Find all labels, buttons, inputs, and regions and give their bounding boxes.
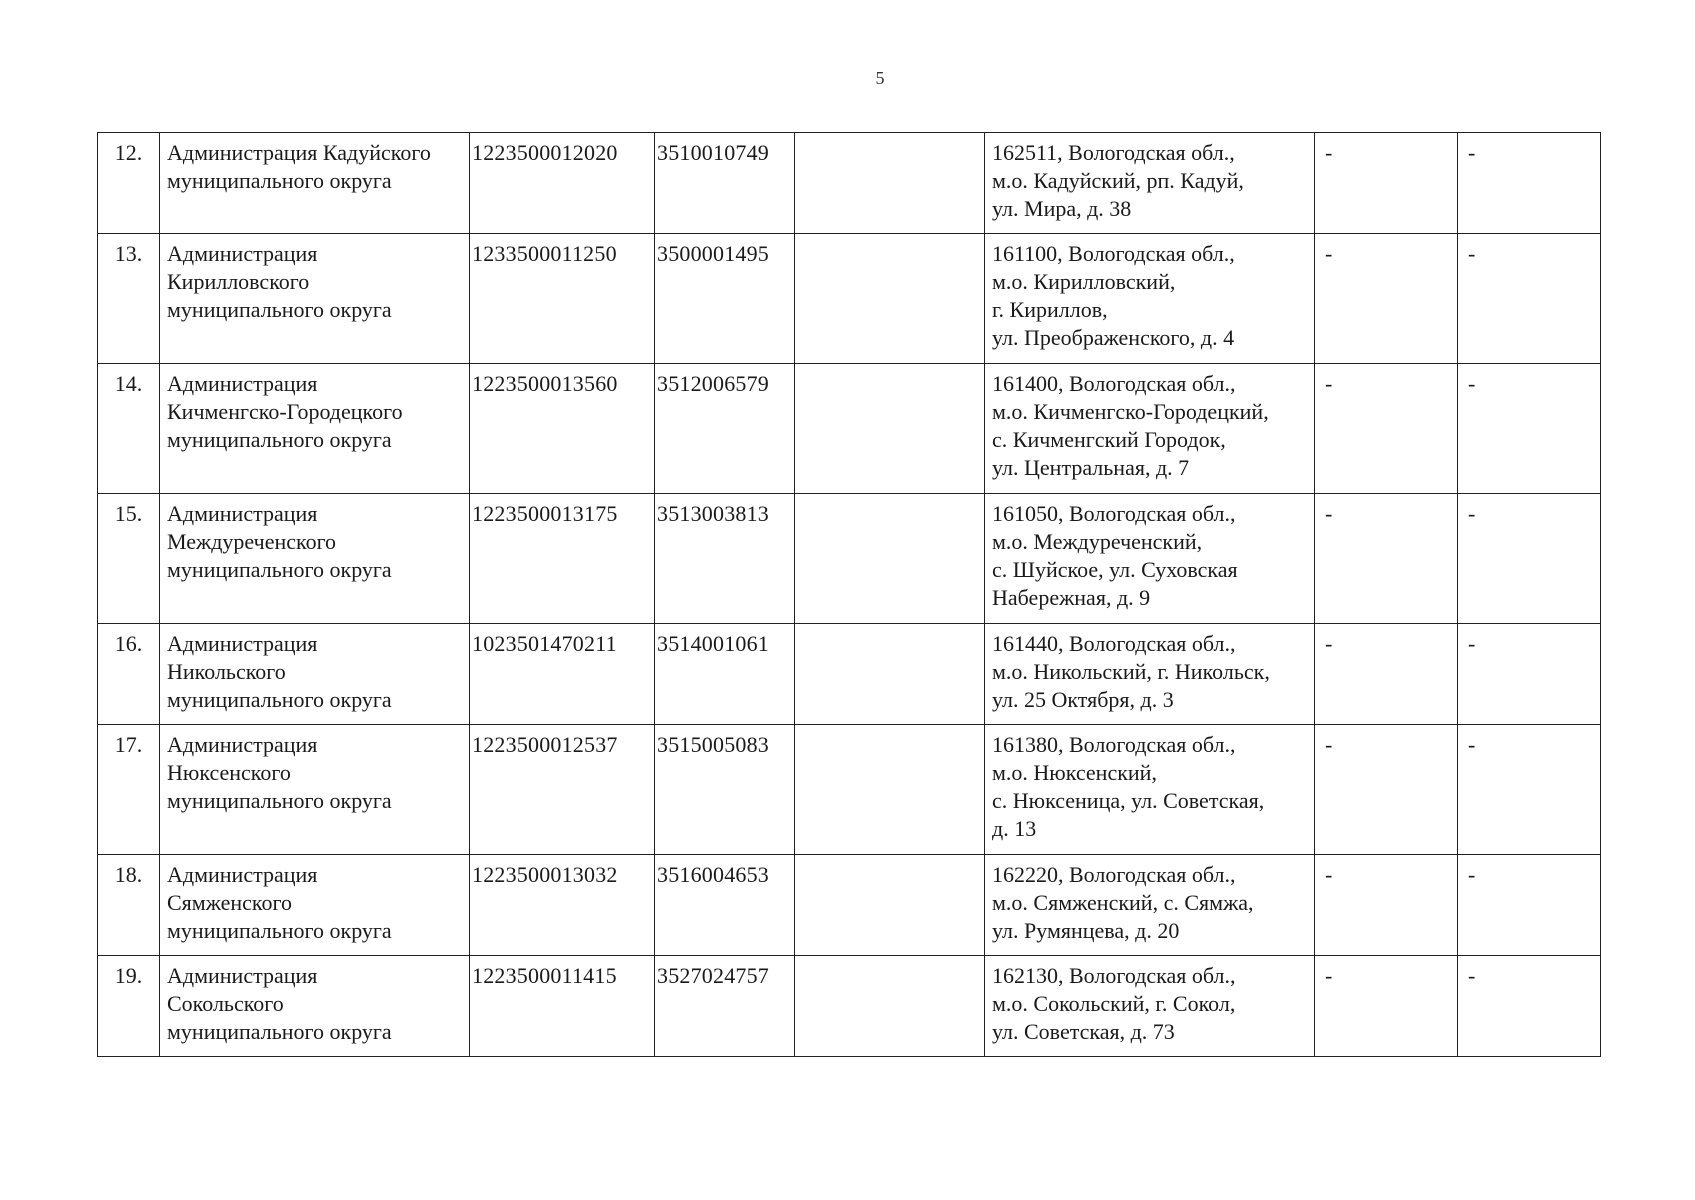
address-cell-line: 162511, Вологодская обл., xyxy=(992,140,1235,165)
table-row xyxy=(98,364,1601,494)
dash-cell: - xyxy=(1315,234,1458,364)
table-row xyxy=(98,725,1601,855)
address-cell-line: ул. Центральная, д. 7 xyxy=(992,455,1190,480)
dash-cell: - xyxy=(1315,956,1458,1057)
address-cell-line: с. Кичменгский Городок, xyxy=(992,427,1226,452)
address-cell-line: ул. Советская, д. 73 xyxy=(992,1019,1175,1044)
organization-name-line: Администрация xyxy=(167,732,318,757)
address-cell xyxy=(985,364,1315,494)
organization-name-line: Междуреченского xyxy=(167,529,337,554)
dash-cell: - xyxy=(1315,133,1458,234)
address-cell xyxy=(985,494,1315,624)
organization-name-line: Администрация xyxy=(167,241,318,266)
inn-cell: 3513003813 xyxy=(655,494,795,624)
address-cell-line: 161050, Вологодская обл., xyxy=(992,501,1236,526)
dash-cell: - xyxy=(1458,494,1601,624)
organization-name-line: муниципального округа xyxy=(167,1019,392,1044)
ogrn-cell: 1223500011415 xyxy=(470,956,655,1057)
organization-name-line: Администрация xyxy=(167,501,318,526)
organization-name xyxy=(160,855,470,956)
empty-cell xyxy=(795,956,985,1057)
organization-name-line: Сокольского xyxy=(167,991,284,1016)
inn-cell: 3500001495 xyxy=(655,234,795,364)
organization-name xyxy=(160,234,470,364)
row-number: 15. xyxy=(98,494,160,624)
table-row xyxy=(98,133,1601,234)
address-cell-line: д. 13 xyxy=(992,816,1037,841)
dash-cell: - xyxy=(1315,494,1458,624)
dash-cell: - xyxy=(1315,624,1458,725)
empty-cell xyxy=(795,234,985,364)
organization-name-line: Кирилловского xyxy=(167,269,310,294)
address-cell-line: 162220, Вологодская обл., xyxy=(992,862,1236,887)
organization-name-line: Кичменгско-Городецкого xyxy=(167,399,403,424)
organization-name-line: муниципального округа xyxy=(167,297,392,322)
dash-cell: - xyxy=(1315,364,1458,494)
address-cell-line: ул. Преображенского, д. 4 xyxy=(992,325,1235,350)
address-cell xyxy=(985,855,1315,956)
address-cell-line: Набережная, д. 9 xyxy=(992,585,1151,610)
address-cell xyxy=(985,133,1315,234)
address-cell-line: м.о. Никольский, г. Никольск, xyxy=(992,659,1270,684)
dash-cell: - xyxy=(1315,855,1458,956)
organization-name xyxy=(160,956,470,1057)
address-cell xyxy=(985,624,1315,725)
address-cell-line: с. Нюксеница, ул. Советская, xyxy=(992,788,1265,813)
address-cell xyxy=(985,234,1315,364)
ogrn-cell: 1223500012020 xyxy=(470,133,655,234)
address-cell xyxy=(985,956,1315,1057)
dash-cell: - xyxy=(1315,725,1458,855)
address-cell-line: м.о. Кичменгско-Городецкий, xyxy=(992,399,1269,424)
address-cell-line: м.о. Кадуйский, рп. Кадуй, xyxy=(992,168,1244,193)
organization-name-line: Сямженского xyxy=(167,890,292,915)
inn-cell: 3510010749 xyxy=(655,133,795,234)
address-cell-line: 161380, Вологодская обл., xyxy=(992,732,1236,757)
row-number: 12. xyxy=(98,133,160,234)
empty-cell xyxy=(795,364,985,494)
row-number: 16. xyxy=(98,624,160,725)
ogrn-cell: 1233500011250 xyxy=(470,234,655,364)
organization-name-line: Администрация xyxy=(167,963,318,988)
inn-cell: 3515005083 xyxy=(655,725,795,855)
table-row xyxy=(98,234,1601,364)
row-number: 19. xyxy=(98,956,160,1057)
ogrn-cell: 1223500013032 xyxy=(470,855,655,956)
address-cell xyxy=(985,725,1315,855)
table-body xyxy=(98,133,1601,1057)
empty-cell xyxy=(795,494,985,624)
inn-cell: 3514001061 xyxy=(655,624,795,725)
organization-name xyxy=(160,725,470,855)
row-number: 18. xyxy=(98,855,160,956)
dash-cell: - xyxy=(1458,133,1601,234)
table-row xyxy=(98,956,1601,1057)
ogrn-cell: 1023501470211 xyxy=(470,624,655,725)
table-row xyxy=(98,624,1601,725)
organization-name-line: Администрация xyxy=(167,862,318,887)
organization-name-line: муниципального округа xyxy=(167,788,392,813)
ogrn-cell: 1223500013560 xyxy=(470,364,655,494)
address-cell-line: м.о. Междуреченский, xyxy=(992,529,1203,554)
empty-cell xyxy=(795,624,985,725)
ogrn-cell: 1223500012537 xyxy=(470,725,655,855)
address-cell-line: ул. 25 Октября, д. 3 xyxy=(992,687,1174,712)
dash-cell: - xyxy=(1458,855,1601,956)
table-row xyxy=(98,855,1601,956)
row-number: 14. xyxy=(98,364,160,494)
organization-name xyxy=(160,494,470,624)
registry-table xyxy=(97,132,1601,1057)
row-number: 13. xyxy=(98,234,160,364)
organization-name xyxy=(160,364,470,494)
inn-cell: 3512006579 xyxy=(655,364,795,494)
organization-name-line: муниципального округа xyxy=(167,557,392,582)
organization-name-line: муниципального округа xyxy=(167,918,392,943)
organization-name-line: Нюксенского xyxy=(167,760,291,785)
table-row xyxy=(98,494,1601,624)
organization-name-line: Администрация xyxy=(167,371,318,396)
organization-name-line: Администрация xyxy=(167,631,318,656)
address-cell-line: м.о. Кирилловский, xyxy=(992,269,1176,294)
page-number: 5 xyxy=(875,68,885,88)
organization-name xyxy=(160,624,470,725)
organization-name-line: муниципального округа xyxy=(167,427,392,452)
address-cell-line: ул. Румянцева, д. 20 xyxy=(992,918,1180,943)
address-cell-line: м.о. Сямженский, с. Сямжа, xyxy=(992,890,1254,915)
address-cell-line: с. Шуйское, ул. Суховская xyxy=(992,557,1238,582)
organization-name-line: Никольского xyxy=(167,659,286,684)
organization-name-line: муниципального округа xyxy=(167,687,392,712)
ogrn-cell: 1223500013175 xyxy=(470,494,655,624)
address-cell-line: 161100, Вологодская обл., xyxy=(992,241,1235,266)
address-cell-line: м.о. Нюксенский, xyxy=(992,760,1157,785)
address-cell-line: г. Кириллов, xyxy=(992,297,1108,322)
dash-cell: - xyxy=(1458,725,1601,855)
address-cell-line: ул. Мира, д. 38 xyxy=(992,196,1132,221)
organization-name-line: Администрация Кадуйского xyxy=(167,140,431,165)
inn-cell: 3516004653 xyxy=(655,855,795,956)
organization-name xyxy=(160,133,470,234)
dash-cell: - xyxy=(1458,364,1601,494)
dash-cell: - xyxy=(1458,956,1601,1057)
address-cell-line: м.о. Сокольский, г. Сокол, xyxy=(992,991,1236,1016)
address-cell-line: 161440, Вологодская обл., xyxy=(992,631,1236,656)
empty-cell xyxy=(795,725,985,855)
dash-cell: - xyxy=(1458,624,1601,725)
dash-cell: - xyxy=(1458,234,1601,364)
empty-cell xyxy=(795,133,985,234)
empty-cell xyxy=(795,855,985,956)
inn-cell: 3527024757 xyxy=(655,956,795,1057)
address-cell-line: 162130, Вологодская обл., xyxy=(992,963,1236,988)
row-number: 17. xyxy=(98,725,160,855)
organization-name-line: муниципального округа xyxy=(167,168,392,193)
address-cell-line: 161400, Вологодская обл., xyxy=(992,371,1236,396)
